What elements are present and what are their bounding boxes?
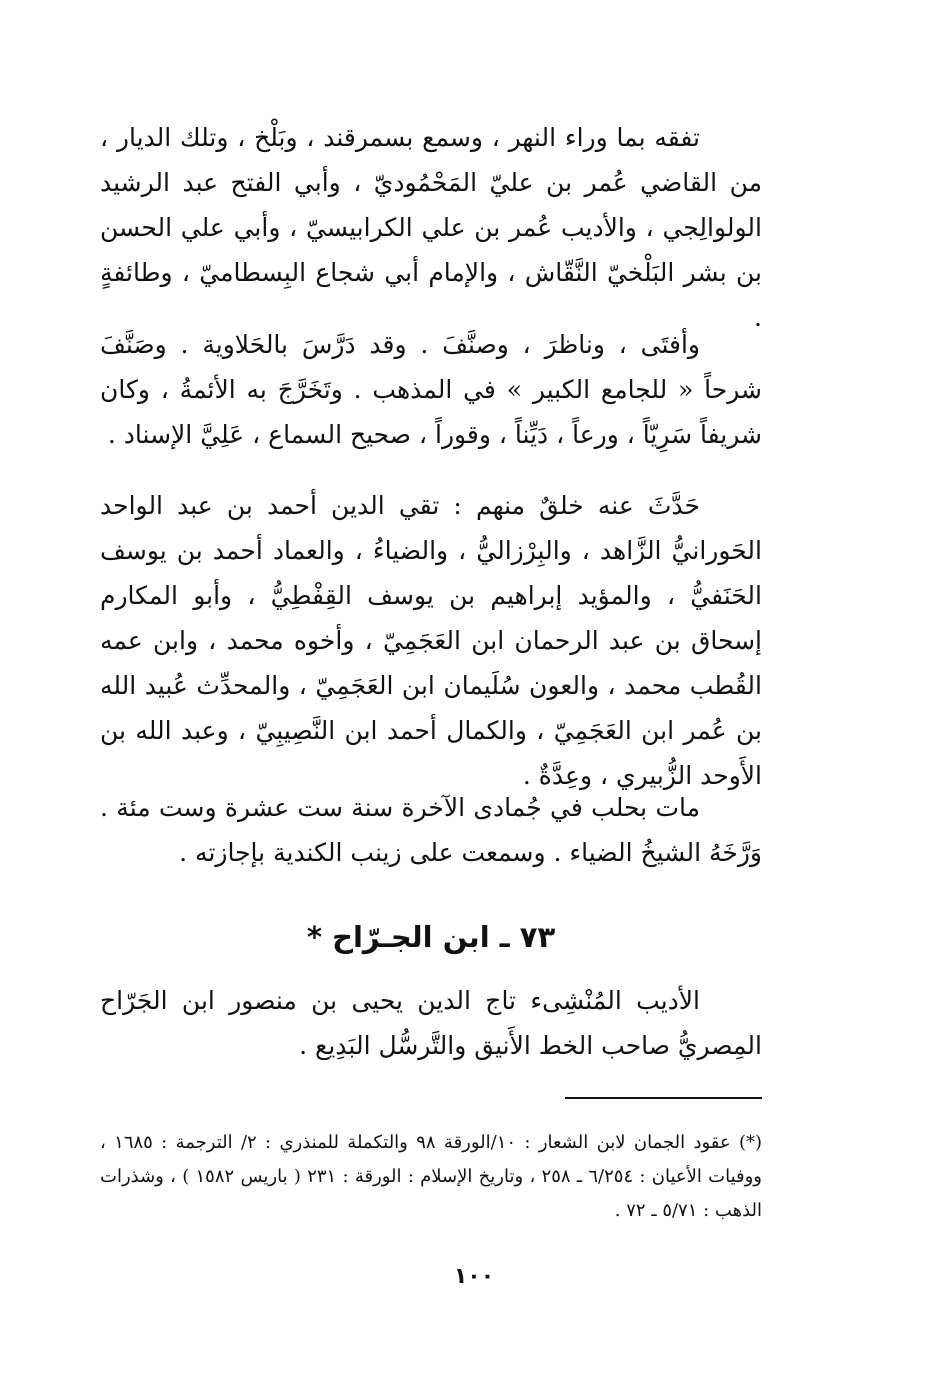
biography-paragraph-works — [100, 322, 762, 457]
entry-heading: ٧٣ ـ ابن الجـرّاح * — [306, 920, 556, 954]
paragraph-text: الأديب المُنْشِىء تاج الدين يحيى بن منصور ابن الجَرّاح المِصريُّ صاحب الخط الأَنيق والتَّرسُّل البَدِيع . — [100, 986, 762, 1060]
page-number: ١٠٠ — [453, 1264, 495, 1289]
footnote-divider — [565, 1097, 762, 1099]
paragraph-text: وأفتَى ، وناظرَ ، وصنَّفَ . وقد دَرَّسَ بالحَلاوية . وصَنَّفَ شرحاً « للجامع الكبير » في المذهب . وتَخَرَّجَ به الأئمةُ ، وكان شريفاً سَرِيّاً ، ورعاً ، دَيِّناً ، وقوراً ، صحيح السماع ، عَلِيَّ الإسناد . — [100, 330, 762, 449]
footnote-text: (*) عقود الجمان لابن الشعار : ١٠/الورقة ٩٨ والتكملة للمنذري : ٢/ الترجمة : ١٦٨٥ ، ووفيات الأعيان : ٦/٢٥٤ ـ ٢٥٨ ، وتاريخ الإسلام : الورقة : ٢٣١ ( باريس ١٥٨٢ ) ، وشذرات الذهب : ٥/٧١ ـ ٧٢ . — [100, 1132, 763, 1221]
paragraph-text: تفقه بما وراء النهر ، وسمع بسمرقند ، وبَلْخ ، وتلك الديار ، من القاضي عُمر بن عليّ المَحْمُوديّ ، وأبي الفتح عبد الرشيد الولوالِجي ، والأديب عُمر بن علي الكرابيسيّ ، وأبي علي الحسن بن بشر البَلْخيّ النَّقّاش ، والإمام أبي شجاع البِسطاميّ ، وطائفةٍ . — [100, 123, 762, 332]
paragraph-text: حَدَّثَ عنه خلقٌ منهم : تقي الدين أحمد بن عبد الواحد الحَورانيُّ الزَّاهد ، والبِرْزاليُّ ، والضياءُ ، والعماد أحمد بن يوسف الحَنَفيُّ ، والمؤيد إبراهيم بن يوسف القِفْطِيُّ ، وأبو المكارم إسحاق بن عبد الرحمان ابن العَجَمِيّ ، وأخوه محمد ، وابن عمه القُطب محمد ، والعون سُلَيمان ابن العَجَمِيّ ، والمحدِّث عُبيد الله بن عُمر ابن العَجَمِيّ ، والكمال أحمد ابن النَّصِيبِيّ ، وعبد الله بن الأَوحد الزُّبيري ، وعِدَّةٌ . — [100, 491, 762, 790]
biography-paragraph-teachers — [100, 115, 762, 340]
footnote — [100, 1126, 762, 1228]
entry-paragraph — [100, 978, 762, 1068]
biography-paragraph-students — [100, 483, 762, 798]
biography-paragraph-death — [100, 785, 762, 875]
paragraph-text: مات بحلب في جُمادى الآخرة سنة ست عشرة وست مئة . وَرَّخَهُ الشيخُ الضياء . وسمعت على زينب الكندية بإجازته . — [100, 793, 762, 867]
